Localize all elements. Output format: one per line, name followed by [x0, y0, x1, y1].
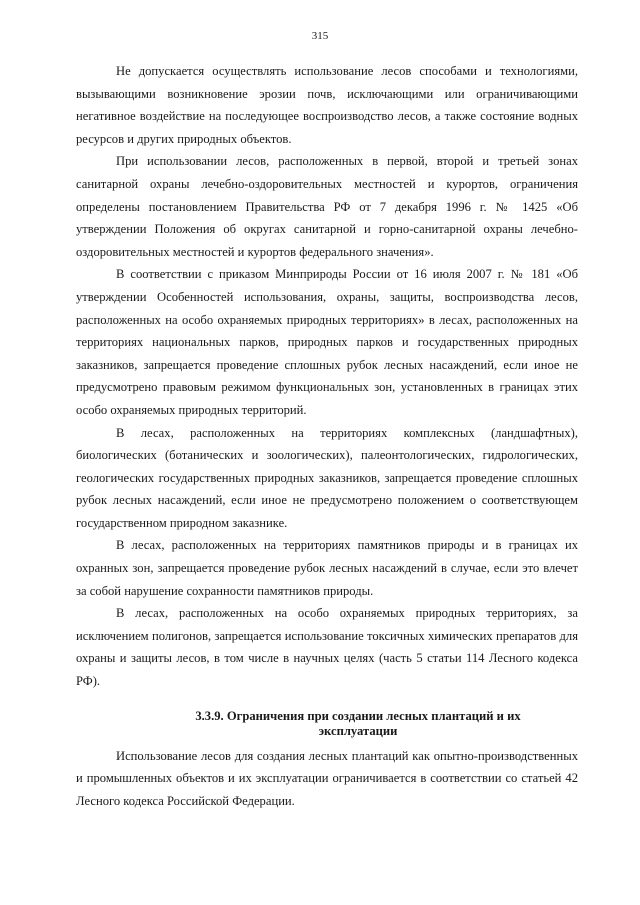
paragraph-plantations: Использование лесов для создания лесных плантаций как опытно-производственных и промышленных объектов и их эксплуатации ограничивается в соответствии со статьей 42 Лесного кодекса Российской Федерации. [76, 748, 578, 808]
document-body [76, 60, 578, 812]
paragraph-national-parks: В соответствии с приказом Минприроды России от 16 июля 2007 г. № 181 «Об утверждении Особенностей использования, охраны, защиты, воспроизводства лесов, расположенных на особо охраняемых природных территориях» в лесах, расположенных на территориях национальных парков, природных парков и государственных природных заказников, запрещается проведение сплошных рубок лесных насаждений, если иное не предусмотрено правовым режимом функциональных зон, установленных в границах этих особо охраняемых природных территорий. [76, 267, 578, 417]
paragraph-erosion: Не допускается осуществлять использование лесов способами и технологиями, вызывающими возникновение эрозии почв, исключающими или ограничивающими негативное воздействие на последующее воспроизводство лесов, а также состояние водных ресурсов и других природных объектов. [76, 64, 578, 146]
paragraph-reserves: В лесах, расположенных на территориях комплексных (ландшафтных), биологических (ботанических и зоологических), палеонтологических, гидрологических, геологических государственных природных заказников, запрещается проведение сплошных рубок лесных насаждений, если иное не предусмотрено положением о соответствующем государственном природном заказнике. [76, 425, 578, 530]
paragraph-toxic-chemicals: В лесах, расположенных на особо охраняемых природных территориях, за исключением полигонов, запрещается использование токсичных химических препаратов для охраны и защиты лесов, в том числе в научных целях (часть 5 статьи 114 Лесного кодекса РФ). [76, 606, 578, 689]
section-heading [138, 709, 578, 739]
page-number: 315 [311, 30, 329, 42]
section-heading-line-1: 3.3.9. Ограничения при создании лесных плантаций и их [195, 708, 521, 723]
paragraph-sanitary-zones: При использовании лесов, расположенных в первой, второй и третьей зонах санитарной охраны лечебно-оздоровительных местностей и курортов, ограничения определены постановлением Правительства РФ от 7 декабря 1996 г. № 1425 «Об утверждении Положения об округах санитарной и горно-санитарной охраны лечебно-оздоровительных местностей и курортов федерального значения». [76, 154, 578, 259]
section-heading-line-2: эксплуатации [318, 723, 398, 738]
paragraph-natural-monuments: В лесах, расположенных на территориях памятников природы и в границах их охранных зон, запрещается проведение рубок лесных насаждений в случае, если это влечет за собой нарушение сохранности памятников природы. [76, 538, 578, 598]
